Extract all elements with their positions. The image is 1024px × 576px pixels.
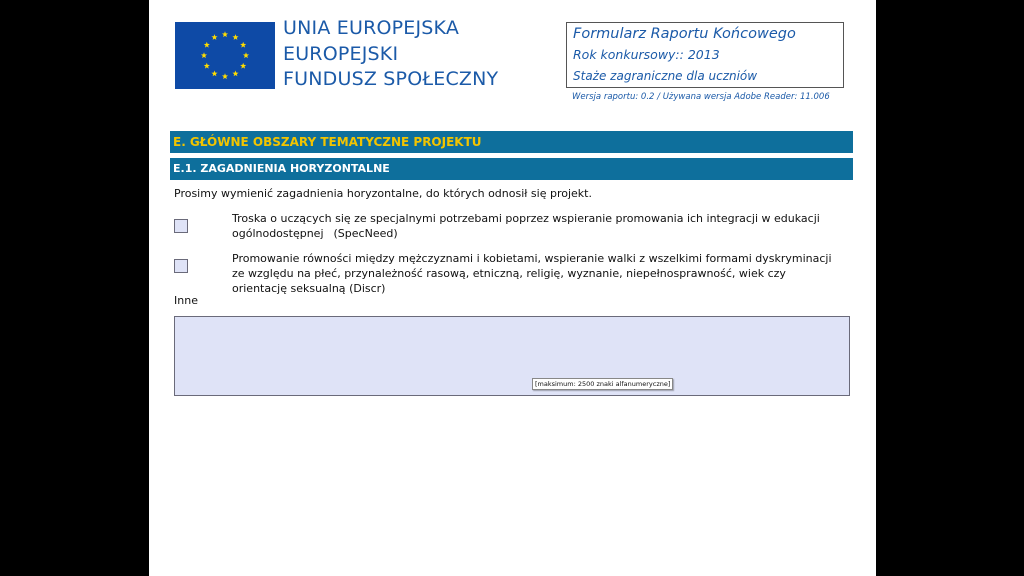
max-length-tooltip: [maksimum: 2500 znaki alfanumeryczne] xyxy=(532,378,673,390)
eu-star-icon xyxy=(243,52,249,58)
eu-star-icon xyxy=(222,73,228,79)
org-line-1: UNIA EUROPEJSKA xyxy=(283,17,460,39)
eu-star-icon xyxy=(211,70,217,76)
other-textarea[interactable] xyxy=(174,316,850,396)
eu-flag-logo xyxy=(175,22,275,89)
section-title: E. GŁÓWNE OBSZARY TEMATYCZNE PROJEKTU xyxy=(170,131,853,153)
eu-stars-icon xyxy=(175,22,275,89)
form-year: Rok konkursowy:: 2013 xyxy=(573,47,720,62)
specneed-code: (SpecNeed) xyxy=(333,227,398,240)
other-label: Inne xyxy=(174,294,198,307)
specneed-option-label xyxy=(232,211,842,241)
eu-star-icon xyxy=(240,63,246,69)
discr-code: (Discr) xyxy=(349,282,386,295)
specneed-text: Troska o uczących się ze specjalnymi potrzebami poprzez wspieranie promowania ich integracji w edukacji ogólnodostępnej xyxy=(232,212,820,240)
form-info-box xyxy=(566,22,844,88)
eu-star-icon xyxy=(222,31,228,37)
discr-checkbox[interactable] xyxy=(174,259,188,273)
organization-name xyxy=(283,16,498,93)
form-title: Formularz Raportu Końcowego xyxy=(573,26,796,42)
specneed-checkbox[interactable] xyxy=(174,219,188,233)
org-line-2: EUROPEJSKI xyxy=(283,42,399,65)
subsection-title: E.1. ZAGADNIENIA HORYZONTALNE xyxy=(170,158,853,180)
form-page xyxy=(149,0,876,576)
eu-star-icon xyxy=(204,42,210,48)
section-intro: Prosimy wymienić zagadnienia horyzontalne, do których odnosił się projekt. xyxy=(174,187,592,200)
discr-option-label xyxy=(232,251,842,296)
form-type: Staże zagraniczne dla uczniów xyxy=(573,69,758,83)
eu-star-icon xyxy=(211,34,217,40)
discr-text: Promowanie równości między mężczyznami i kobietami, wspieranie walki z wszelkimi formami dyskryminacji ze względu na płeć, przynależność rasową, etniczną, religię, wyznanie, niepełnosprawność, wiek czy orientację seksualną xyxy=(232,252,832,295)
eu-star-icon xyxy=(232,70,238,76)
eu-star-icon xyxy=(204,63,210,69)
eu-star-icon xyxy=(240,42,246,48)
org-line-3: FUNDUSZ SPOŁECZNY xyxy=(283,68,499,90)
version-info: Wersja raportu: 0.2 / Używana wersja Adobe Reader: 11.006 xyxy=(572,92,830,102)
eu-star-icon xyxy=(201,52,207,58)
eu-star-icon xyxy=(232,34,238,40)
